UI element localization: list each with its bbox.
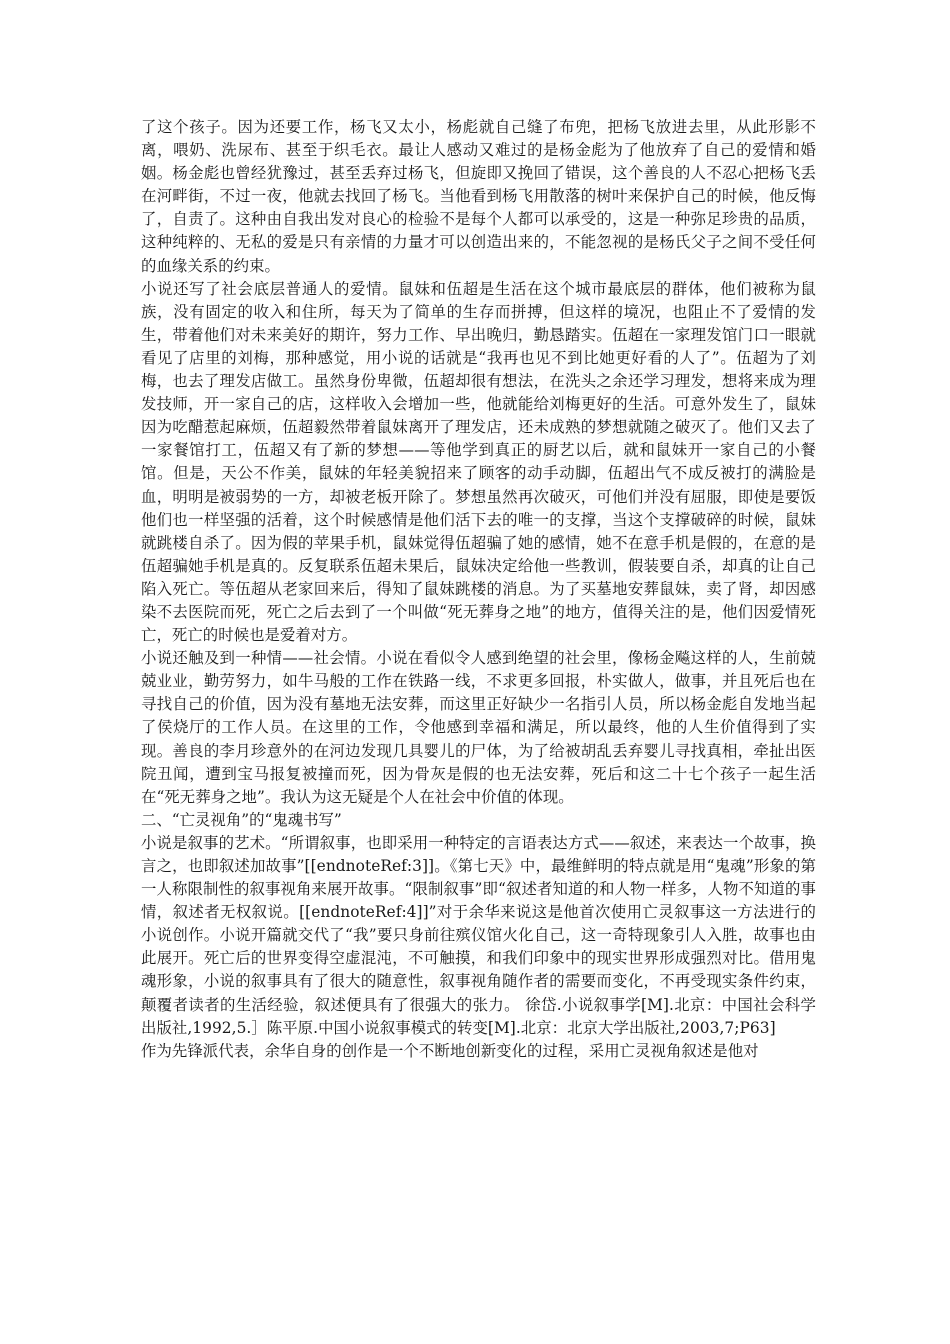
body-paragraph: 作为先锋派代表，余华自身的创作是一个不断地创新变化的过程，采用亡灵视角叙述是他对	[141, 1041, 759, 1060]
section-heading: 二、“亡灵视角”的“鬼魂书写”	[141, 810, 342, 829]
body-paragraph: 小说还写了社会底层普通人的爱情。鼠妹和伍超是生活在这个城市最底层的群体，他们被称为鼠族，没有固定的收入和住所，每天为了简单的生存而拼搏，但这样的境况，也阻止不了爱情的发生，带着他们对未来美好的期许，努力工作、早出晚归，勤恳踏实。伍超在一家理发馆门口一眼就看见了店里的刘梅，那种感觉，用小说的话就是“我再也见不到比她更好看的人了”。伍超为了刘梅，也去了理发店做工。虽然身份卑微，伍超却很有想法，在洗头之余还学习理发，想将来成为理发技师，开一家自己的店，这样收入会增加一些，他就能给刘梅更好的生活。可意外发生了，鼠妹因为吃醋惹起麻烦，伍超毅然带着鼠妹离开了理发店，还未成熟的梦想就随之破灭了。他们又去了一家餐馆打工，伍超又有了新的梦想——等他学到真正的厨艺以后，就和鼠妹开一家自己的小餐馆。但是，天公不作美，鼠妹的年轻美貌招来了顾客的动手动脚，伍超出气不成反被打的满脸是血，明明是被弱势的一方，却被老板开除了。梦想虽然再次破灭，可他们并没有屈服，即使是要饭他们也一样坚强的活着，这个时候感情是他们活下去的唯一的支撑，当这个支撑破碎的时候，鼠妹就跳楼自杀了。因为假的苹果手机，鼠妹觉得伍超骗了她的感情，她不在意手机是假的，在意的是伍超骗她手机是真的。反复联系伍超未果后，鼠妹决定给他一些教训，假装要自杀，却真的让自己陷入死亡。等伍超从老家回来后，得知了鼠妹跳楼的消息。为了买墓地安葬鼠妹，卖了肾，却因感染不去医院而死，死亡之后去到了一个叫做“死无葬身之地”的地方，值得关注的是，他们因爱情死亡，死亡的时候也是爱着对方。	[141, 279, 816, 645]
body-paragraph: 小说是叙事的艺术。“所谓叙事，也即采用一种特定的言语表达方式——叙述，来表达一个故事，换言之，也即叙述加故事”[[endnoteRef:3]]。《第七天》中，最维鲜明的特点就是用“鬼魂”形象的第一人称限制性的叙事视角来展开故事。“限制叙事”即“叙述者知道的和人物一样多，人物不知道的事情，叙述者无权叙说。[[endnoteRef:4]]”对于余华来说这是他首次使用亡灵叙事这一方法进行的小说创作。小说开篇就交代了“我”要只身前往殡仪馆火化自己，这一奇特现象引人入胜，故事也由此展开。死亡后的世界变得空虚混沌，不可触摸，和我们印象中的现实世界形成强烈对比。借用鬼魂形象，小说的叙事具有了很大的随意性，叙事视角随作者的需要而变化，不再受现实条件约束，颠覆者读者的生活经验，叙述便具有了很强大的张力。 徐岱.小说叙事学[M].北京：中国社会科学出版社,1992,5.］陈平原.中国小说叙事模式的转变[M].北京：北京大学出版社,2003,7;P63]	[141, 833, 816, 1037]
document-page	[141, 116, 816, 1063]
body-paragraph: 了这个孩子。因为还要工作，杨飞又太小，杨彪就自己缝了布兜，把杨飞放进去里，从此形影不离，喂奶、洗尿布、甚至于织毛衣。最让人感动又难过的是杨金彪为了他放弃了自己的爱情和婚姻。杨金彪也曾经犹豫过，甚至丢弃过杨飞，但旋即又挽回了错误，这个善良的人不忍心把杨飞丢在河畔街，不过一夜，他就去找回了杨飞。当他看到杨飞用散落的树叶来保护自己的时候，他反悔了，自责了。这种由自我出发对良心的检验不是每个人都可以承受的，这是一种弥足珍贵的品质，这种纯粹的、无私的爱是只有亲情的力量才可以创造出来的，不能忽视的是杨氏父子之间不受任何的血缘关系的约束。	[141, 118, 816, 275]
body-paragraph: 小说还触及到一种情——社会情。小说在看似令人感到绝望的社会里，像杨金飚这样的人，生前兢兢业业，勤劳努力，如牛马般的工作在铁路一线，不求更多回报，朴实做人，做事，并且死后也在寻找自己的价值，因为没有墓地无法安葬，而这里正好缺少一名指引人员，所以杨金彪自发地当起了侯烧厅的工作人员。在这里的工作，令他感到幸福和满足，所以最终，他的人生价值得到了实现。善良的李月珍意外的在河边发现几具婴儿的尸体，为了给被胡乱丢弃婴儿寻找真相，牵扯出医院丑闻，遭到宝马报复被撞而死，因为骨灰是假的也无法安葬，死后和这二十七个孩子一起生活在“死无葬身之地”。我认为这无疑是个人在社会中价值的体现。	[141, 649, 816, 806]
